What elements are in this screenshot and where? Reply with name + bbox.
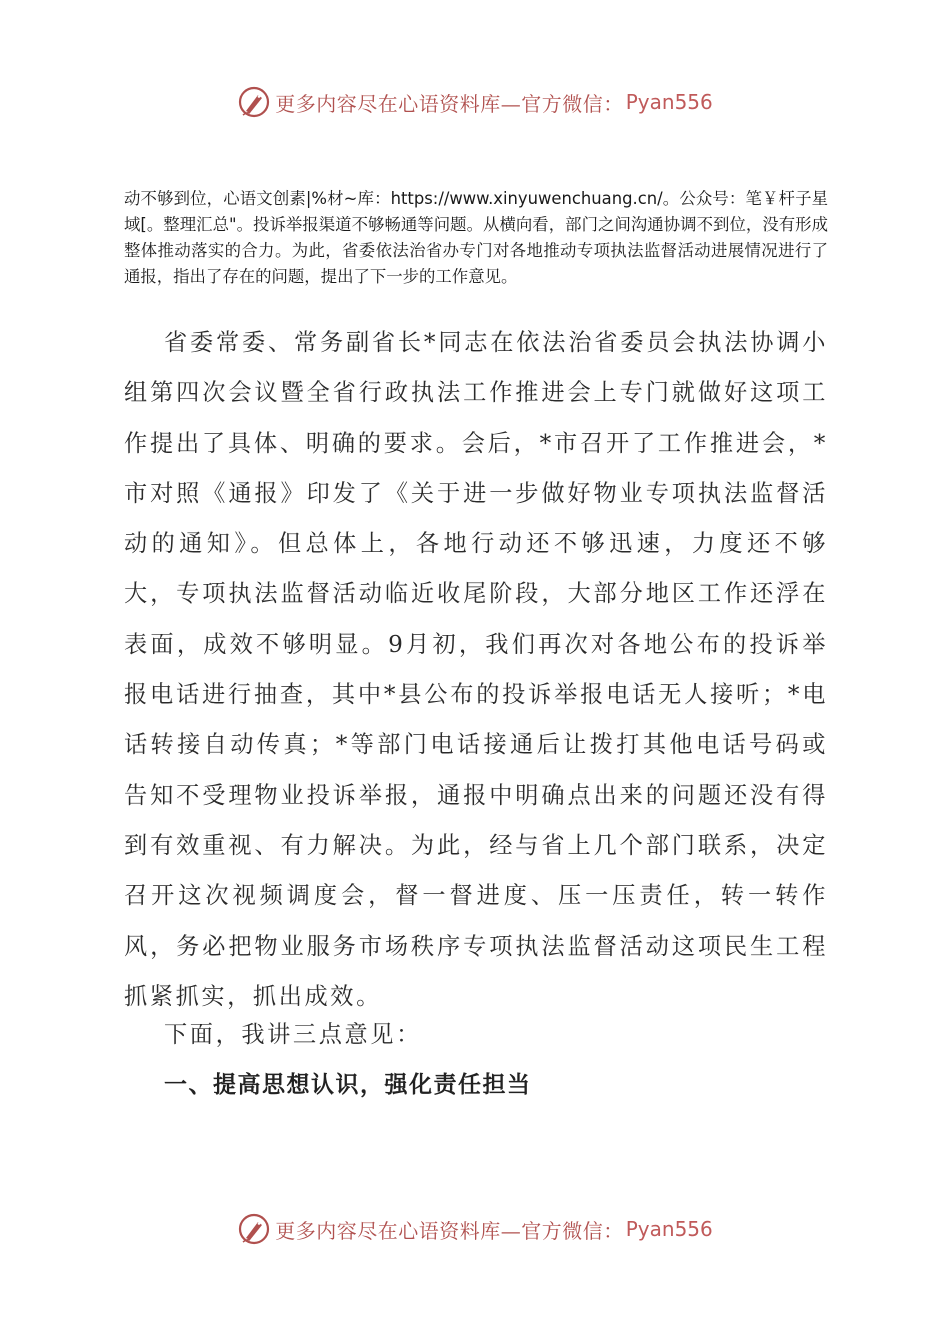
intro-paragraph: 动不够到位，心语文创素|%材~库：https://www.xinyuwenchuang.cn/。公众号：笔￥杆子星域[。整理汇总"。投诉举报渠道不够畅通等问题。从横向看，部门之间沟通协调不到位，没有形成整体推动落实的合力。为此，省委依法治省办专门对各地推动专项执法监督活动进展情况进行了通报，指出了存在的问题，提出了下一步的工作意见。 (124, 189, 828, 286)
watermark-text: 更多内容尽在心语资料库—官方微信： (275, 1218, 624, 1243)
pen-logo-icon (237, 1212, 271, 1246)
watermark-text: 更多内容尽在心语资料库—官方微信： (275, 91, 624, 116)
watermark-wechat-id: Pyan556 (625, 90, 713, 114)
body-paragraph-2: 下面，我讲三点意见： (164, 1021, 422, 1048)
watermark-wechat-id: Pyan556 (625, 1217, 713, 1241)
pen-logo-icon (237, 85, 271, 119)
body-paragraph-1: 省委常委、常务副省长*同志在依法治省委员会执法协调小组第四次会议暨全省行政执法工作推进会上专门就做好这项工作提出了具体、明确的要求。会后，*市召开了工作推进会，*市对照《通报》印发了《关于进一步做好物业专项执法监督活动的通知》。但总体上，各地行动还不够迅速，力度还不够大，专项执法监督活动临近收尾阶段，大部分地区工作还浮在表面，成效不够明显。9月初，我们再次对各地公布的投诉举报电话进行抽查，其中*县公布的投诉举报电话无人接听；*电话转接自动传真；*等部门电话接通后让拨打其他电话号码或告知不受理物业投诉举报，通报中明确点出来的问题还没有得到有效重视、有力解决。为此，经与省上几个部门联系，决定召开这次视频调度会，督一督进度、压一压责任，转一转作风，务必把物业服务市场秩序专项执法监督活动这项民生工程抓紧抓实，抓出成效。 (124, 329, 829, 1010)
watermark-header (0, 82, 950, 122)
section-heading-1: 一、提高思想认识，强化责任担当 (164, 1072, 532, 1098)
watermark-footer (0, 1209, 950, 1249)
